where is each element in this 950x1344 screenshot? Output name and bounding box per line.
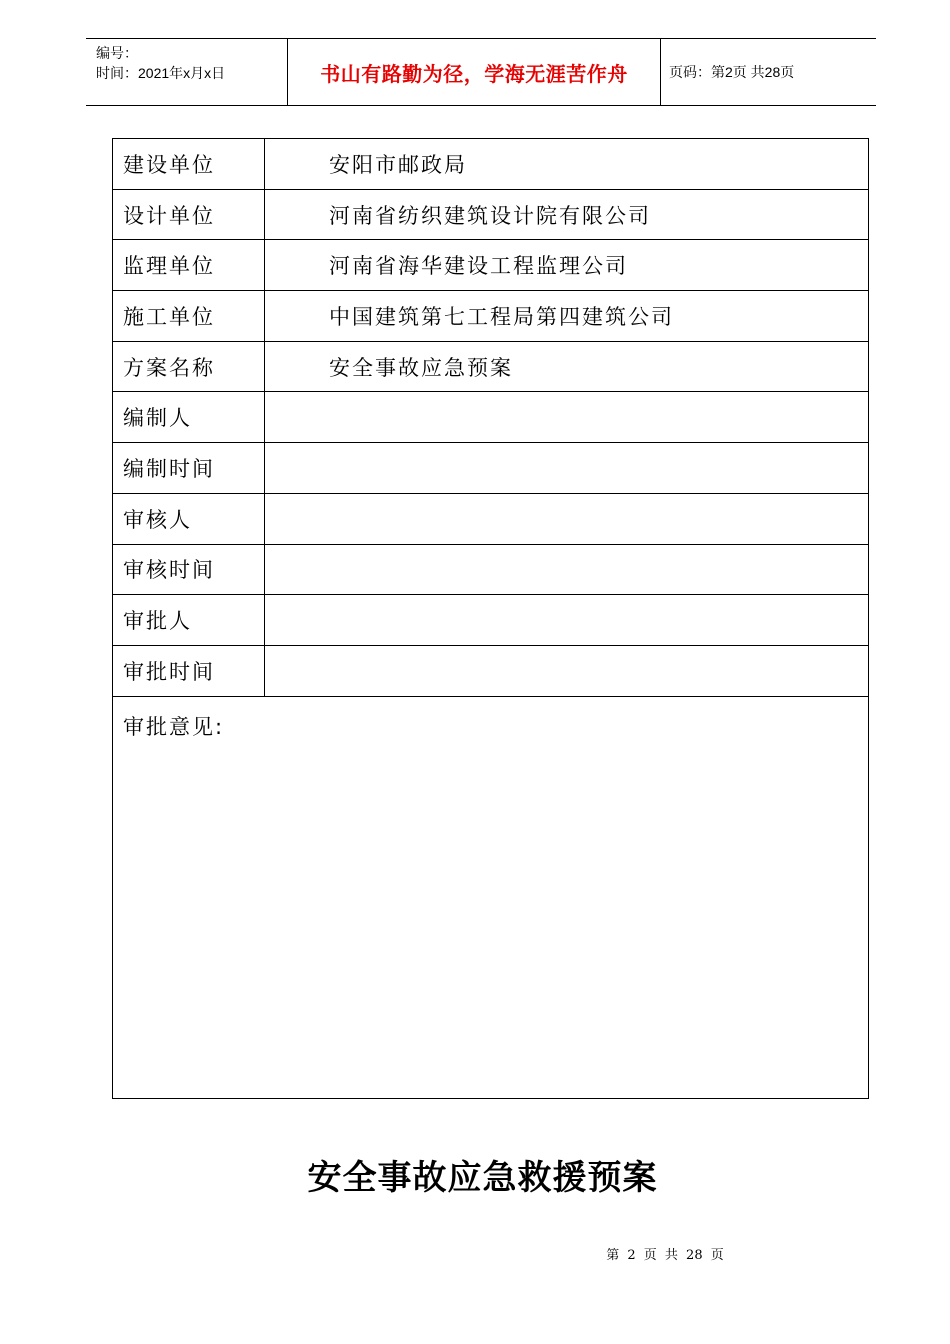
table-row xyxy=(113,443,869,494)
approval-opinion: 审批意见: xyxy=(113,696,869,1098)
table-row xyxy=(113,240,869,291)
approval-table xyxy=(112,138,869,1099)
row-value: 中国建筑第七工程局第四建筑公司 xyxy=(265,291,869,342)
table-row xyxy=(113,291,869,342)
table-row xyxy=(113,341,869,392)
row-label: 方案名称 xyxy=(113,341,265,392)
table-row xyxy=(113,189,869,240)
header-motto: 书山有路勤为径，学海无涯苦作舟 xyxy=(287,39,661,105)
row-label: 监理单位 xyxy=(113,240,265,291)
row-value xyxy=(265,645,869,696)
table-row xyxy=(113,595,869,646)
row-value xyxy=(265,392,869,443)
document-title: 安全事故应急救援预案 xyxy=(307,1158,658,1198)
row-label: 审批人 xyxy=(113,595,265,646)
row-label: 审核人 xyxy=(113,493,265,544)
row-value: 河南省纺织建筑设计院有限公司 xyxy=(265,189,869,240)
row-label: 建设单位 xyxy=(113,139,265,190)
page-footer: 第 2 页 共 28 页 xyxy=(606,1248,724,1263)
document-time: 时间：2021年x月x日 xyxy=(96,65,226,81)
row-label: 编制人 xyxy=(113,392,265,443)
header-meta xyxy=(86,39,287,105)
table-row xyxy=(113,493,869,544)
row-label: 编制时间 xyxy=(113,443,265,494)
opinion-row xyxy=(113,696,869,1098)
row-label: 设计单位 xyxy=(113,189,265,240)
row-value xyxy=(265,443,869,494)
table-row xyxy=(113,139,869,190)
row-value: 安阳市邮政局 xyxy=(265,139,869,190)
table-row xyxy=(113,645,869,696)
row-label: 审核时间 xyxy=(113,544,265,595)
row-label: 施工单位 xyxy=(113,291,265,342)
row-value xyxy=(265,493,869,544)
table-row xyxy=(113,544,869,595)
row-value xyxy=(265,544,869,595)
row-value: 河南省海华建设工程监理公司 xyxy=(265,240,869,291)
row-value: 安全事故应急预案 xyxy=(265,341,869,392)
document-number: 编号： xyxy=(96,45,138,61)
row-label: 审批时间 xyxy=(113,645,265,696)
table-row xyxy=(113,392,869,443)
page-header xyxy=(86,38,876,106)
header-page-info: 页码：第2页 共28页 xyxy=(669,64,795,80)
row-value xyxy=(265,595,869,646)
